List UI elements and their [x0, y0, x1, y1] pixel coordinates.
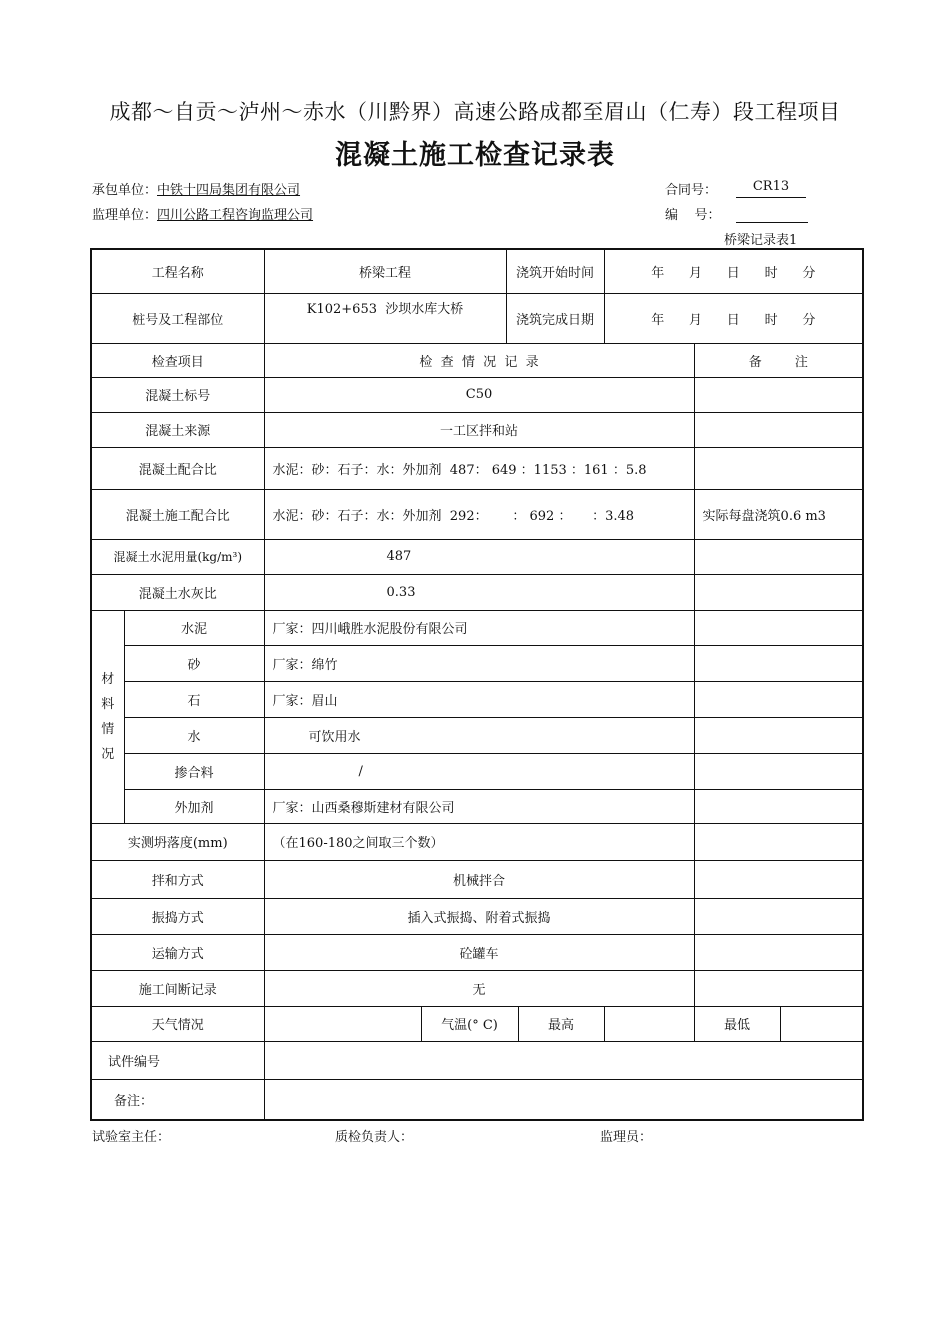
- material-name: 外加剂: [124, 789, 264, 823]
- material-name: 水: [124, 717, 264, 753]
- pour-start-value: 年 月 日 时 分: [604, 249, 863, 293]
- contract-underline: [736, 197, 806, 198]
- specimen-label: 试件编号: [91, 1041, 264, 1079]
- interruption-value: 无: [264, 970, 694, 1006]
- transport-remark: [694, 934, 863, 970]
- form-code: 桥梁记录表1: [724, 233, 798, 248]
- source-value: 一工区拌和站: [264, 412, 694, 447]
- number-underline: [736, 222, 808, 223]
- inspect-item-header: 检查项目: [91, 343, 264, 377]
- mixing-label: 拌和方式: [91, 860, 264, 898]
- material-remark: [694, 789, 863, 823]
- table-row: [91, 293, 863, 343]
- contract-value: CR13: [752, 179, 790, 194]
- cement-amount-value: 487: [264, 539, 694, 574]
- supervisor-row: [92, 204, 313, 223]
- transport-value: 砼罐车: [264, 934, 694, 970]
- temp-min-value: [780, 1006, 863, 1041]
- table-row: [91, 447, 863, 489]
- material-value: /: [264, 753, 694, 789]
- remark-header: 备 注: [694, 343, 863, 377]
- materials-label-text: 材 料 情 况: [101, 671, 115, 762]
- site-mix-value: 水泥：砂：石子：水：外加剂 292： ： 692 ： ：3.48: [264, 489, 694, 539]
- table-row: [91, 1006, 863, 1041]
- lab-director-label: 试验室主任：: [92, 1130, 171, 1145]
- cement-amount-label: 混凝土水泥用量(kg/m³): [91, 539, 264, 574]
- temp-max-label: 最高: [518, 1006, 604, 1041]
- table-row: [91, 489, 863, 539]
- mixing-value: 机械拌合: [264, 860, 694, 898]
- qc-head-label: 质检负责人：: [335, 1130, 414, 1145]
- material-remark: [694, 610, 863, 645]
- materials-label: [91, 610, 124, 823]
- mix-label: 混凝土配合比: [91, 447, 264, 489]
- table-row: [91, 934, 863, 970]
- interruption-label: 施工间断记录: [91, 970, 264, 1006]
- material-value: 厂家：绵竹: [264, 645, 694, 681]
- temp-max-value: [604, 1006, 694, 1041]
- supervisor-value: 四川公路工程咨询监理公司: [157, 208, 314, 223]
- material-remark: [694, 717, 863, 753]
- station-value: K102+653 沙坝水库大桥: [264, 293, 506, 343]
- grade-remark: [694, 377, 863, 412]
- material-name: 掺合料: [124, 753, 264, 789]
- material-value: 可饮用水: [264, 717, 694, 753]
- table-row: [91, 860, 863, 898]
- slump-remark: [694, 823, 863, 860]
- grade-label: 混凝土标号: [91, 377, 264, 412]
- table-row: [91, 823, 863, 860]
- slump-label: 实测坍落度(mm): [91, 823, 264, 860]
- material-name: 水泥: [124, 610, 264, 645]
- table-row: [91, 789, 863, 823]
- table-row: [91, 412, 863, 447]
- specimen-value: [264, 1041, 863, 1079]
- table-row: [91, 970, 863, 1006]
- project-name-value: 桥梁工程: [264, 249, 506, 293]
- material-name: 石: [124, 681, 264, 717]
- temp-label: 气温(° C): [421, 1006, 518, 1041]
- table-row: [91, 574, 863, 610]
- table-row: [91, 898, 863, 934]
- mixing-remark: [694, 860, 863, 898]
- table-row: [91, 1041, 863, 1079]
- weather-value: [264, 1006, 421, 1041]
- temp-min-label: 最低: [694, 1006, 780, 1041]
- table-row: [91, 343, 863, 377]
- supervisor-label: 监理单位：: [92, 208, 158, 223]
- table-row: [91, 717, 863, 753]
- number-label: 编 号：: [665, 208, 721, 223]
- pour-start-label: 浇筑开始时间: [506, 249, 604, 293]
- note-value: [264, 1079, 863, 1120]
- slump-value: （在160-180之间取三个数）: [264, 823, 694, 860]
- vibration-remark: [694, 898, 863, 934]
- weather-label: 天气情况: [91, 1006, 264, 1041]
- vibration-label: 振捣方式: [91, 898, 264, 934]
- table-row: [91, 377, 863, 412]
- contractor-row: [92, 179, 300, 198]
- pour-end-value: 年 月 日 时 分: [604, 293, 863, 343]
- material-name: 砂: [124, 645, 264, 681]
- material-value: 厂家：四川峨胜水泥股份有限公司: [264, 610, 694, 645]
- supervisor-sign-label: 监理员：: [600, 1130, 653, 1145]
- mix-value: 水泥：砂：石子：水：外加剂 487： 649 ：1153 ：161 ：5.8: [264, 447, 694, 489]
- wc-ratio-remark: [694, 574, 863, 610]
- wc-ratio-value: 0.33: [264, 574, 694, 610]
- site-mix-label: 混凝土施工配合比: [91, 489, 264, 539]
- interruption-remark: [694, 970, 863, 1006]
- table-row: [91, 1079, 863, 1120]
- table-row: [91, 753, 863, 789]
- project-name-label: 工程名称: [91, 249, 264, 293]
- material-remark: [694, 681, 863, 717]
- table-row: [91, 610, 863, 645]
- cement-amount-remark: [694, 539, 863, 574]
- material-remark: [694, 645, 863, 681]
- source-label: 混凝土来源: [91, 412, 264, 447]
- mix-remark: [694, 447, 863, 489]
- material-remark: [694, 753, 863, 789]
- transport-label: 运输方式: [91, 934, 264, 970]
- inspection-table: [90, 248, 864, 1121]
- pour-end-label: 浇筑完成日期: [506, 293, 604, 343]
- table-row: [91, 249, 863, 293]
- site-mix-remark: 实际每盘浇筑0.6 m3: [694, 489, 863, 539]
- note-label: 备注：: [91, 1079, 264, 1120]
- project-title: 成都～自贡～泸州～赤水（川黔界）高速公路成都至眉山（仁寿）段工程项目: [109, 100, 841, 124]
- inspect-record-header: 检 查 情 况 记 录: [264, 343, 694, 377]
- contractor-label: 承包单位：: [92, 183, 158, 198]
- table-row: [91, 681, 863, 717]
- vibration-value: 插入式振捣、附着式振捣: [264, 898, 694, 934]
- table-row: [91, 645, 863, 681]
- contract-label: 合同号：: [665, 183, 718, 198]
- wc-ratio-label: 混凝土水灰比: [91, 574, 264, 610]
- contractor-value: 中铁十四局集团有限公司: [157, 183, 301, 198]
- material-value: 厂家：山西桑穆斯建材有限公司: [264, 789, 694, 823]
- form-title: 混凝土施工检查记录表: [335, 140, 615, 171]
- table-row: [91, 539, 863, 574]
- material-value: 厂家：眉山: [264, 681, 694, 717]
- station-label: 桩号及工程部位: [91, 293, 264, 343]
- source-remark: [694, 412, 863, 447]
- grade-value: C50: [264, 377, 694, 412]
